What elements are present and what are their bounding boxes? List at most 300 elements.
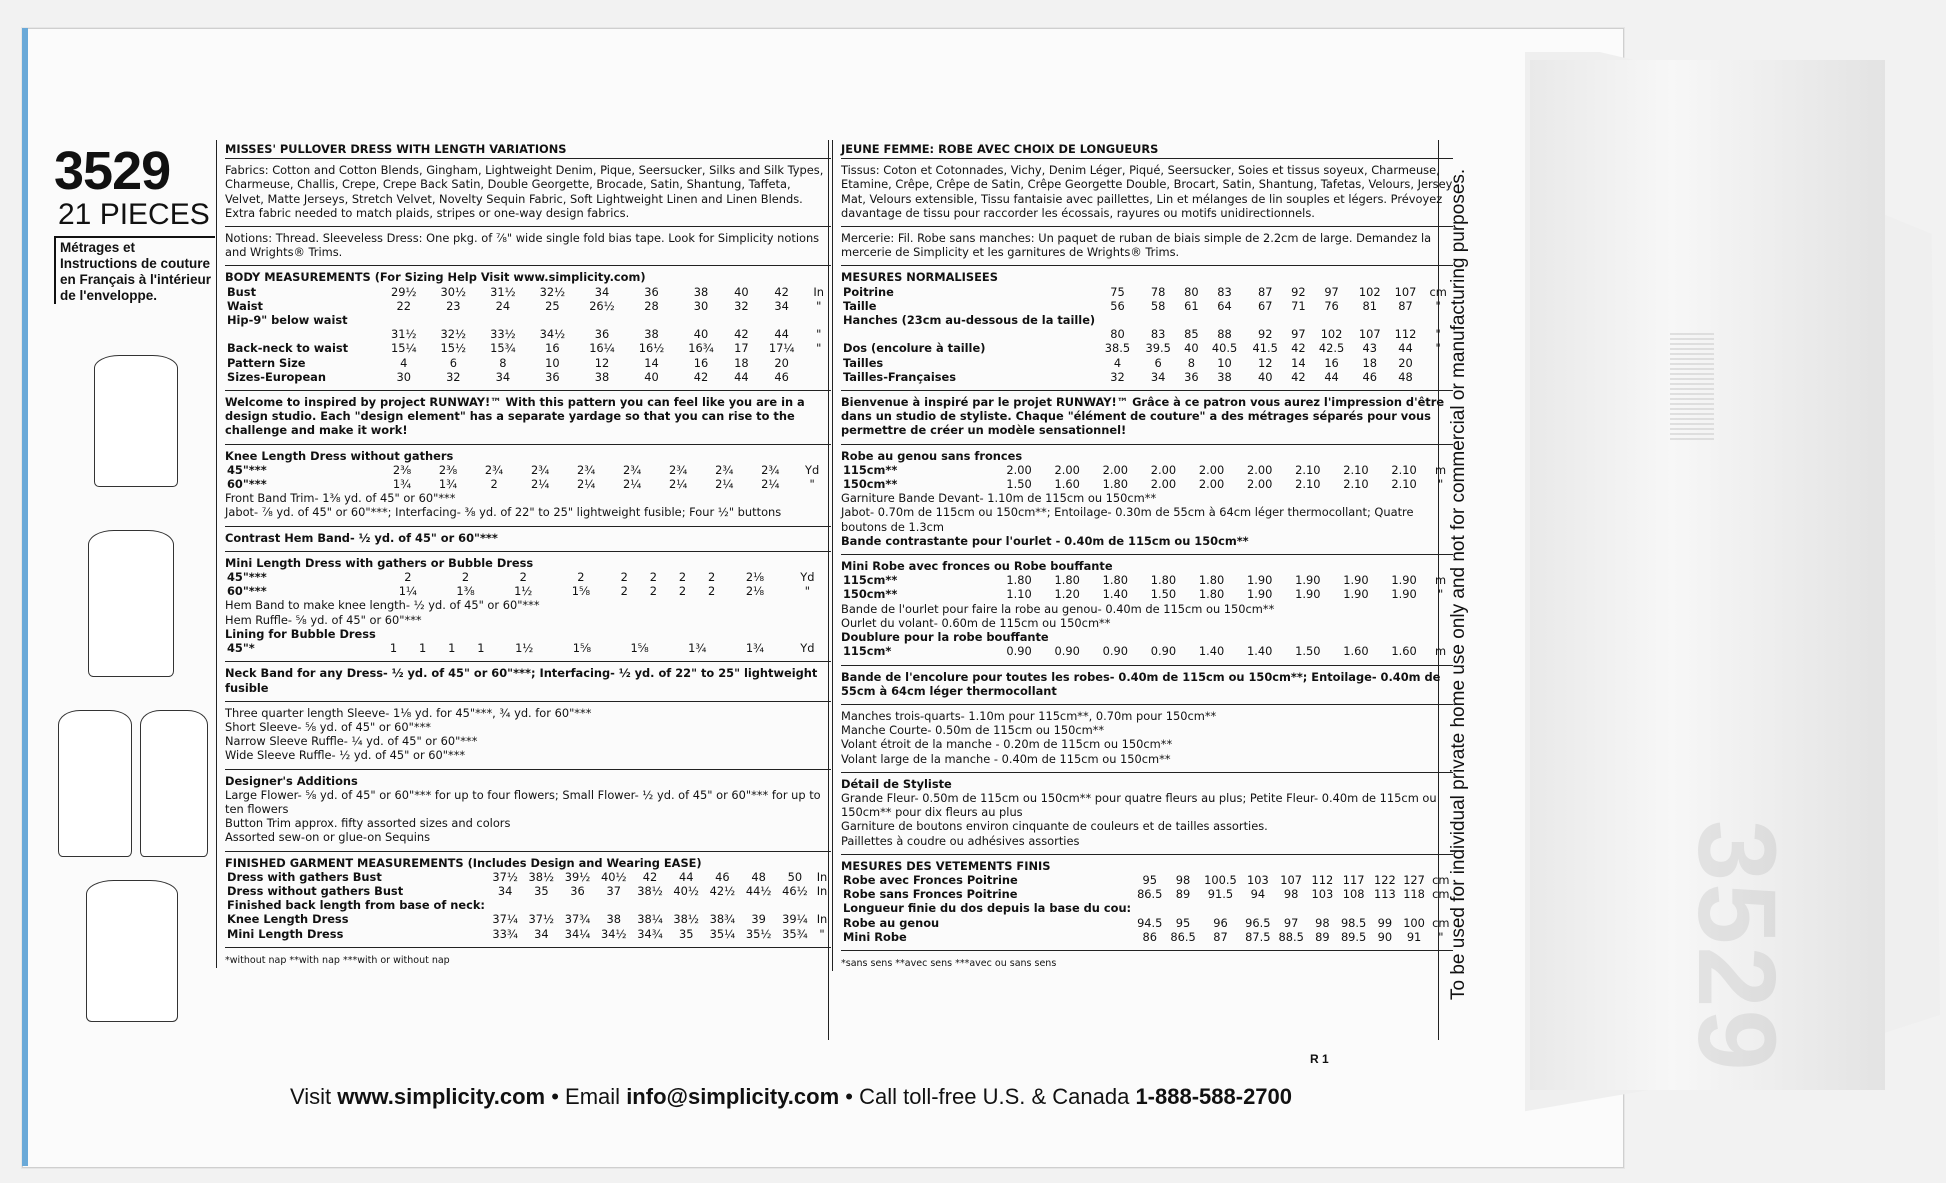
row-value: 88.5 bbox=[1278, 929, 1304, 944]
row-value: 112 bbox=[1394, 327, 1417, 342]
body-measurements-table bbox=[225, 285, 831, 384]
contact-footer bbox=[290, 1084, 1292, 1110]
row-value: 2 bbox=[649, 584, 658, 599]
row-value: 1.20 bbox=[1054, 587, 1080, 602]
row-value: 40 bbox=[1257, 369, 1273, 384]
row-value: 44½ bbox=[745, 883, 772, 898]
row-value bbox=[1275, 901, 1308, 915]
row-value bbox=[1133, 901, 1166, 915]
row-value: 32 bbox=[446, 369, 461, 384]
revision-mark: R 1 bbox=[1310, 1052, 1329, 1066]
row-value: 36 bbox=[545, 369, 560, 384]
row-value: 89.5 bbox=[1340, 929, 1367, 944]
row-value: " bbox=[1435, 298, 1441, 313]
row-value bbox=[1200, 901, 1242, 915]
row-value: 96.5 bbox=[1245, 915, 1271, 930]
row-value: 44 bbox=[678, 869, 694, 884]
row-value: 40 bbox=[644, 369, 659, 384]
row-value: m bbox=[1435, 462, 1447, 477]
row-value: " bbox=[1437, 587, 1444, 602]
row-value: 2.10 bbox=[1391, 477, 1417, 492]
row-value: 2¾ bbox=[623, 462, 642, 477]
row-value: 100 bbox=[1403, 915, 1425, 930]
row-value: m bbox=[1435, 573, 1447, 588]
row-label: Tailles-Françaises bbox=[843, 369, 957, 384]
finished-heading: FINISHED GARMENT MEASUREMENTS (Includes Design and Wearing EASE) bbox=[225, 855, 702, 870]
row-value: 16½ bbox=[638, 341, 665, 356]
row-value: 32½ bbox=[539, 284, 566, 299]
row-value: 1.50 bbox=[1006, 477, 1032, 492]
finis-table bbox=[841, 873, 1453, 944]
row-value: Yd bbox=[805, 462, 820, 477]
row-value: 10 bbox=[545, 355, 560, 370]
row-value bbox=[757, 313, 807, 327]
row-value: 83 bbox=[1217, 284, 1232, 299]
row-value: 87.5 bbox=[1245, 929, 1271, 944]
sleeve-line: Short Sleeve- ⅝ yd. of 45" or 60"*** bbox=[225, 719, 431, 734]
robe-genou-fr bbox=[841, 445, 1453, 555]
row-value: 34½ bbox=[600, 926, 627, 941]
row-value: 1¼ bbox=[398, 584, 417, 599]
mini-robe-note: Ourlet du volant- 0.60m de 115cm ou 150cm** bbox=[841, 615, 1111, 630]
row-value: 78 bbox=[1150, 284, 1166, 299]
row-value: 37¼ bbox=[492, 912, 518, 927]
neck-band-en: Neck Band for any Dress- ½ yd. of 45" or 60"***; Interfacing- ½ yd. of 22" to 25" lightweight fusible bbox=[225, 662, 831, 701]
row-value: 97 bbox=[1283, 915, 1299, 930]
row-value: 32 bbox=[734, 298, 749, 313]
table-row bbox=[841, 916, 1453, 930]
row-value: 2¾ bbox=[530, 462, 550, 477]
row-value: In bbox=[816, 869, 828, 884]
row-value bbox=[806, 356, 831, 370]
mesures-finis-fr bbox=[841, 855, 1453, 951]
row-label: Sizes-European bbox=[227, 369, 326, 384]
row-value: 42½ bbox=[709, 883, 736, 898]
row-label bbox=[841, 327, 1097, 341]
row-label: Finished back length from base of neck: bbox=[227, 898, 485, 913]
row-value: 102 bbox=[1320, 327, 1343, 342]
row-value: " bbox=[1438, 929, 1444, 944]
body-measurements-heading: BODY MEASUREMENTS (For Sizing Help Visit www.simplicity.com) bbox=[225, 270, 646, 285]
row-value: 39½ bbox=[564, 869, 591, 884]
row-value: 39¼ bbox=[782, 912, 808, 927]
row-value: 35 bbox=[678, 926, 694, 941]
footer-email-link[interactable]: info@simplicity.com bbox=[626, 1084, 840, 1109]
row-value: 32½ bbox=[440, 327, 467, 342]
row-value: 1.90 bbox=[1343, 587, 1369, 602]
table-row bbox=[841, 285, 1453, 299]
row-value bbox=[1352, 313, 1388, 327]
row-value: 94.5 bbox=[1137, 915, 1163, 930]
row-value: 44 bbox=[734, 369, 749, 384]
footnote-en: *without nap **with nap ***with or without nap bbox=[225, 954, 450, 966]
footer-call: • Call toll-free U.S. & Canada bbox=[839, 1084, 1136, 1109]
row-value: 2.10 bbox=[1343, 477, 1369, 492]
mercerie-fr: Mercerie: Fil. Robe sans manches: Un paquet de ruban de biais simple de 2.2cm de large. Demandez la mercerie de Simplicity et les garnitures de Wrights® Trims. bbox=[841, 227, 1453, 266]
row-value: 91 bbox=[1406, 929, 1422, 944]
table-row bbox=[225, 299, 831, 313]
row-value: 34¾ bbox=[637, 926, 663, 941]
row-value: 1¾ bbox=[392, 477, 412, 492]
row-value: " bbox=[816, 327, 822, 342]
row-value: 50 bbox=[787, 869, 803, 884]
row-value: 42 bbox=[734, 327, 749, 342]
robe-genou-heading: Robe au genou sans fronces bbox=[841, 448, 1023, 463]
row-label: 45"*** bbox=[227, 462, 267, 477]
row-value: 4 bbox=[1113, 355, 1122, 370]
row-value: 2.00 bbox=[1054, 462, 1080, 477]
row-value: 38½ bbox=[673, 912, 699, 927]
row-value: 1.80 bbox=[1102, 573, 1128, 588]
manches-fr bbox=[841, 705, 1453, 773]
row-value: 71 bbox=[1291, 298, 1306, 313]
row-value: 86 bbox=[1142, 929, 1157, 944]
row-value: 1.10 bbox=[1006, 587, 1032, 602]
row-value: 35¾ bbox=[782, 926, 808, 941]
row-value: " bbox=[1435, 327, 1441, 342]
row-value bbox=[1337, 901, 1370, 915]
row-label: Bust bbox=[227, 284, 257, 299]
row-value bbox=[478, 313, 528, 327]
row-label: Hip-9" below waist bbox=[227, 313, 348, 328]
row-value: 0.90 bbox=[1102, 644, 1128, 659]
row-value: 98 bbox=[1283, 887, 1299, 902]
row-value: 89 bbox=[1315, 929, 1330, 944]
row-value: 2.00 bbox=[1247, 477, 1273, 492]
row-value: 95 bbox=[1142, 872, 1157, 887]
row-value: m bbox=[1435, 644, 1447, 659]
row-value: 87 bbox=[1213, 929, 1228, 944]
row-value: 33½ bbox=[490, 327, 516, 342]
genou-note: Garniture Bande Devant- 1.10m de 115cm ou 150cm** bbox=[841, 491, 1157, 506]
row-value: 39.5 bbox=[1145, 341, 1171, 356]
row-value: 4 bbox=[400, 355, 408, 370]
table-row bbox=[841, 463, 1453, 477]
row-value bbox=[1388, 313, 1424, 327]
row-value: 38 bbox=[693, 284, 709, 299]
row-value: 46 bbox=[715, 869, 730, 884]
row-value: 86.5 bbox=[1170, 929, 1196, 944]
row-value: 32 bbox=[1110, 369, 1125, 384]
row-value: 1.80 bbox=[1102, 477, 1128, 492]
row-value: cm bbox=[1432, 915, 1450, 930]
table-row bbox=[225, 912, 831, 926]
row-value: 2.00 bbox=[1198, 477, 1225, 492]
row-value: 1.80 bbox=[1054, 573, 1080, 588]
row-value: 2⅜ bbox=[438, 462, 458, 477]
row-value: 113 bbox=[1374, 887, 1396, 902]
row-value: 6 bbox=[1154, 355, 1162, 370]
row-value: 37 bbox=[606, 883, 622, 898]
row-value bbox=[379, 313, 429, 327]
row-value: 95 bbox=[1175, 915, 1191, 930]
row-value: 39 bbox=[751, 912, 766, 927]
row-value: 18 bbox=[1362, 355, 1378, 370]
row-value bbox=[806, 370, 831, 384]
dress-sketch-3 bbox=[58, 710, 132, 857]
french-instructions-note: Métrages et Instructions de couture en Français à l'intérieur de l'enveloppe. bbox=[54, 236, 215, 304]
pattern-number: 3529 bbox=[54, 141, 171, 201]
row-value: 2 bbox=[678, 570, 687, 585]
row-value bbox=[429, 313, 479, 327]
row-label bbox=[225, 327, 379, 341]
row-value: 37½ bbox=[528, 912, 555, 927]
row-value: " bbox=[816, 341, 822, 356]
row-value: 34¼ bbox=[564, 926, 591, 941]
footer-site-link[interactable]: www.simplicity.com bbox=[337, 1084, 546, 1109]
knee-yardage-table bbox=[225, 463, 831, 491]
row-value: 48 bbox=[751, 869, 766, 884]
row-value: 2 bbox=[678, 584, 687, 599]
row-value: 34½ bbox=[539, 327, 566, 342]
row-value: 42 bbox=[642, 869, 658, 884]
row-value: 96 bbox=[1213, 915, 1228, 930]
row-value: 40½ bbox=[673, 883, 699, 898]
table-row bbox=[225, 884, 831, 898]
row-value bbox=[559, 898, 595, 912]
row-value: 2¼ bbox=[576, 477, 596, 492]
row-value: 112 bbox=[1311, 872, 1334, 887]
knee-note: Jabot- ⅞ yd. of 45" or 60"***; Interfacing- ⅜ yd. of 22" to 25" lightweight fusible; Four ½" buttons bbox=[225, 505, 782, 520]
table-row bbox=[225, 477, 831, 491]
row-value: 24 bbox=[495, 298, 511, 313]
row-value: 2 bbox=[707, 584, 716, 599]
mini-yardage-table bbox=[225, 570, 831, 598]
row-value: 56 bbox=[1110, 298, 1125, 313]
table-row bbox=[225, 341, 831, 355]
row-value: 2 bbox=[649, 570, 658, 585]
row-label: Waist bbox=[227, 298, 263, 313]
row-value: 1.60 bbox=[1054, 477, 1080, 492]
row-value: 85 bbox=[1184, 327, 1199, 342]
row-value: 76 bbox=[1324, 298, 1339, 313]
row-value: 67 bbox=[1257, 298, 1273, 313]
row-value: 15¼ bbox=[391, 341, 417, 356]
mesures-fr bbox=[841, 266, 1453, 391]
row-value: 8 bbox=[1187, 355, 1195, 370]
row-value: 2.00 bbox=[1198, 462, 1225, 477]
row-value: 1.90 bbox=[1391, 573, 1417, 588]
row-value: 118 bbox=[1403, 887, 1425, 902]
detail-line: Grande Fleur- 0.50m de 115cm ou 150cm** pour quatre fleurs au plus; Petite Fleur- 0.40m de 115cm ou 150cm** pour dix fleurs au plus bbox=[841, 790, 1437, 820]
table-row bbox=[225, 570, 831, 584]
row-value: 16 bbox=[693, 355, 709, 370]
row-value: 37¾ bbox=[564, 912, 591, 927]
row-value: 1.40 bbox=[1198, 644, 1225, 659]
row-value: 6 bbox=[449, 355, 457, 370]
row-value: 41.5 bbox=[1252, 341, 1278, 356]
title-fr: JEUNE FEMME: ROBE AVEC CHOIX DE LONGUEURS bbox=[841, 140, 1453, 159]
row-label: Back-neck to waist bbox=[227, 341, 349, 356]
row-value: 2.10 bbox=[1343, 462, 1369, 477]
row-value bbox=[1311, 313, 1352, 327]
row-value: 87 bbox=[1398, 298, 1413, 313]
row-value: 38½ bbox=[528, 869, 555, 884]
row-value: 1.50 bbox=[1150, 587, 1177, 602]
row-value: 33¾ bbox=[492, 926, 518, 941]
table-row bbox=[225, 584, 831, 598]
manche-line: Manches trois-quarts- 1.10m pour 115cm**, 0.70m pour 150cm** bbox=[841, 708, 1217, 723]
row-value: 1.90 bbox=[1247, 587, 1273, 602]
row-value: 2⅜ bbox=[392, 462, 412, 477]
row-value: 2¾ bbox=[669, 462, 688, 477]
genou-note: Jabot- 0.70m de 115cm ou 150cm**; Entoilage- 0.30m de 55cm à 64cm léger thermocollant; Quatre boutons de 1.3cm bbox=[841, 505, 1414, 534]
row-label: 45"* bbox=[227, 641, 255, 656]
row-value: " bbox=[819, 926, 825, 941]
row-label: Knee Length Dress bbox=[227, 912, 349, 927]
row-value: 31½ bbox=[490, 284, 516, 299]
row-value: 1⅝ bbox=[572, 641, 592, 656]
row-value: 22 bbox=[396, 298, 412, 313]
row-value: 15½ bbox=[440, 341, 467, 356]
row-value: 34 bbox=[1150, 369, 1166, 384]
row-value: 1¾ bbox=[688, 641, 707, 656]
row-value: 12 bbox=[1257, 355, 1273, 370]
table-row bbox=[225, 463, 831, 477]
mini-robe-note: Doublure pour la robe bouffante bbox=[841, 630, 1049, 645]
footer-phone[interactable]: 1-888-588-2700 bbox=[1135, 1084, 1293, 1109]
row-value: 2.00 bbox=[1247, 462, 1273, 477]
row-value: 1.90 bbox=[1295, 573, 1321, 588]
row-value: 1¾ bbox=[438, 477, 458, 492]
row-value bbox=[704, 898, 740, 912]
row-value: 1.90 bbox=[1295, 587, 1321, 602]
row-value: 2¼ bbox=[623, 477, 642, 492]
finis-heading: MESURES DES VETEMENTS FINIS bbox=[841, 858, 1051, 873]
row-value: 42 bbox=[1291, 341, 1306, 356]
row-value: 38 bbox=[1217, 369, 1232, 384]
row-label: Mini Length Dress bbox=[227, 926, 344, 941]
row-value: 38¼ bbox=[637, 912, 663, 927]
row-value: 2 bbox=[519, 570, 527, 585]
row-label: 115cm** bbox=[843, 462, 898, 477]
row-value bbox=[813, 898, 831, 912]
row-value: 2¾ bbox=[715, 462, 734, 477]
table-row bbox=[841, 873, 1453, 887]
row-value: 38¾ bbox=[709, 912, 736, 927]
row-value: 99 bbox=[1377, 915, 1393, 930]
row-value bbox=[1097, 313, 1138, 327]
barcode-ghost bbox=[1670, 330, 1714, 440]
row-value: 34 bbox=[534, 926, 549, 941]
row-value: 43 bbox=[1362, 341, 1378, 356]
tissus-fr: Tissus: Coton et Cotonnades, Vichy, Denim Léger, Piqué, Seersucker, Soies et tissus soyeux, Charmeuse, Etamine, Crêpe, Crêpe de Satin, Crêpe Georgette Double, Brocart, Satin, Shantung, Tafetas, Velours, Jersey Mat, Velours extensible, Tissu fantaisie avec paillettes, Lin et mélanges de lin souples et légers. Prévoyez davantage de tissu pour raccorder les écossais, rayures ou motifs unidirectionnels. bbox=[841, 159, 1453, 227]
row-value: 2 bbox=[620, 584, 628, 599]
row-label: 60"*** bbox=[227, 477, 267, 492]
row-value: " bbox=[804, 584, 811, 599]
manche-line: Volant large de la manche - 0.40m de 115cm ou 150cm** bbox=[841, 751, 1171, 766]
row-value: 2¼ bbox=[715, 477, 734, 492]
row-value bbox=[806, 313, 831, 327]
row-value: 2.10 bbox=[1391, 462, 1417, 477]
encolure-fr: Bande de l'encolure pour toutes les robes- 0.40m de 115cm ou 150cm**; Entoilage- 0.40m de 55cm à 64cm léger thermocollant bbox=[841, 666, 1453, 705]
row-value: 103 bbox=[1246, 872, 1269, 887]
table-row bbox=[225, 370, 831, 384]
finished-measurements-en bbox=[225, 852, 831, 948]
table-row bbox=[841, 887, 1453, 901]
table-row bbox=[225, 313, 831, 327]
row-value: 1.90 bbox=[1343, 573, 1369, 588]
row-value bbox=[1370, 901, 1399, 915]
genou-table bbox=[841, 463, 1453, 491]
row-value: 2¾ bbox=[576, 462, 596, 477]
row-value: 2 bbox=[707, 570, 716, 585]
manche-line: Volant étroit de la manche - 0.20m de 115cm ou 150cm** bbox=[841, 737, 1173, 752]
genou-note: Bande contrastante pour l'ourlet - 0.40m de 115cm ou 150cm** bbox=[841, 533, 1249, 548]
row-value: 40 bbox=[693, 327, 709, 342]
row-label: Robe sans Fronces Poitrine bbox=[843, 887, 1018, 902]
row-label: Taille bbox=[843, 298, 877, 313]
mini-note: Hem Band to make knee length- ½ yd. of 45" or 60"*** bbox=[225, 598, 540, 613]
row-value: 2 bbox=[490, 477, 498, 492]
row-value: 34 bbox=[594, 284, 610, 299]
dress-sketch-1 bbox=[94, 355, 178, 487]
pattern-pieces: 21 PIECES bbox=[58, 198, 210, 231]
knee-note: Front Band Trim- 1⅜ yd. of 45" or 60"*** bbox=[225, 491, 456, 506]
row-value: 8 bbox=[499, 355, 507, 370]
row-value bbox=[632, 898, 668, 912]
row-label: Longueur finie du dos depuis la base du cou: bbox=[843, 901, 1132, 916]
fabrics-en: Fabrics: Cotton and Cotton Blends, Gingham, Lightweight Denim, Pique, Seersucker, Silks and Silk Types, Charmeuse, Challis, Crepe, Crepe Back Satin, Double Georgette, Brocade, Satin, Shantung, Taffeta, Velvet, Matte Jerseys, Stretch Velvet, Novelty Sequin Fabric, Soft Lightweight Linen and Linen Blends. Extra fabric needed to match plaids, stripes or one-way design fabrics. bbox=[225, 159, 831, 227]
mini-robe-note: Bande de l'ourlet pour faire la robe au genou- 0.40m de 115cm ou 150cm** bbox=[841, 601, 1275, 616]
row-value: 23 bbox=[446, 298, 461, 313]
welcome-en: Welcome to inspired by project RUNWAY!™ With this pattern you can feel like you are in a design studio. Each "design element" has a separate yardage so that you can rise to the challenge and make it work! bbox=[225, 391, 831, 445]
row-value: 98 bbox=[1175, 872, 1191, 887]
row-value: cm bbox=[1429, 284, 1447, 299]
row-value: 1.80 bbox=[1198, 587, 1225, 602]
row-value: " bbox=[809, 477, 815, 492]
row-value: 61 bbox=[1184, 298, 1199, 313]
row-value bbox=[487, 898, 523, 912]
row-label: Pattern Size bbox=[227, 355, 306, 370]
table-row bbox=[841, 573, 1453, 587]
row-value: 36 bbox=[594, 327, 610, 342]
mini-note: Lining for Bubble Dress bbox=[225, 626, 376, 641]
row-value: 2¼ bbox=[669, 477, 688, 492]
row-value: 25 bbox=[545, 298, 560, 313]
row-value: 1½ bbox=[514, 584, 533, 599]
row-value: 31½ bbox=[391, 327, 417, 342]
row-value: 98.5 bbox=[1340, 915, 1367, 930]
finished-table bbox=[225, 870, 831, 941]
row-value: 37½ bbox=[492, 869, 518, 884]
designer-line: Assorted sew-on or glue-on Sequins bbox=[225, 830, 431, 845]
table-row bbox=[841, 341, 1453, 355]
row-value: 46 bbox=[774, 369, 789, 384]
row-value: 92 bbox=[1291, 284, 1306, 299]
detail-line: Garniture de boutons environ cinquante de couleurs et de tailles assorties. bbox=[841, 819, 1268, 834]
row-value: 48 bbox=[1398, 369, 1413, 384]
row-value bbox=[1179, 313, 1205, 327]
table-row bbox=[841, 370, 1453, 384]
row-value: 1.50 bbox=[1295, 644, 1321, 659]
sleeve-line: Three quarter length Sleeve- 1⅛ yd. for 45"***, ¾ yd. for 60"*** bbox=[225, 705, 592, 720]
row-value: 30 bbox=[693, 298, 709, 313]
table-row bbox=[841, 587, 1453, 601]
row-value: 34 bbox=[495, 369, 511, 384]
row-value: 98 bbox=[1315, 915, 1330, 930]
bleed-through-pattern-number: 3529 bbox=[1675, 820, 1798, 1073]
row-value: 42 bbox=[693, 369, 709, 384]
row-value: 38 bbox=[594, 369, 610, 384]
row-value: 46 bbox=[1362, 369, 1378, 384]
row-value: 1.40 bbox=[1247, 644, 1273, 659]
row-value: 15¾ bbox=[490, 341, 516, 356]
row-value bbox=[627, 313, 677, 327]
row-value: 44 bbox=[1324, 369, 1339, 384]
row-value: 2.00 bbox=[1006, 462, 1032, 477]
mesures-heading: MESURES NORMALISEES bbox=[841, 270, 998, 285]
